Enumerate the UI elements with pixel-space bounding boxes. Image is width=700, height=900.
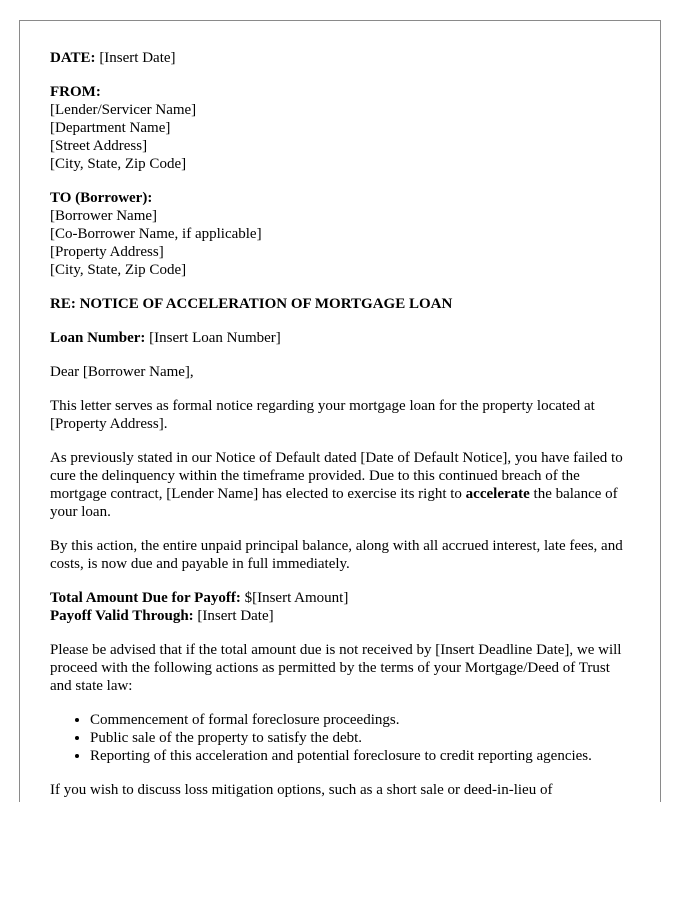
date-label: DATE:	[50, 50, 96, 66]
list-item: • Reporting of this acceleration and potential foreclosure to credit reporting agencies.	[90, 747, 635, 765]
date-value: [Insert Date]	[95, 50, 176, 66]
to-block	[50, 189, 635, 279]
from-line: [Street Address]	[50, 138, 148, 154]
actions-list	[50, 711, 635, 765]
paragraph-deadline: Please be advised that if the total amount due is not received by [Insert Deadline Date], we will proceed with the following actions as permitted by the terms of your Mortgage/Deed of Trust and state law:	[50, 642, 622, 694]
from-line: [Lender/Servicer Name]	[50, 102, 197, 118]
subject-text: RE: NOTICE OF ACCELERATION OF MORTGAGE LOAN	[50, 296, 453, 312]
paragraph-notice: This letter serves as formal notice regarding your mortgage loan for the property located at [Property Address].	[50, 398, 595, 432]
letter-content	[50, 49, 635, 802]
payoff-block	[50, 589, 635, 625]
loan-number-value: [Insert Loan Number]	[145, 330, 281, 346]
to-line: [Borrower Name]	[50, 208, 158, 224]
paragraph-default	[50, 449, 635, 521]
from-label: FROM:	[50, 84, 101, 100]
payoff-amount-line	[50, 589, 635, 607]
paragraph-loss-mitigation: If you wish to discuss loss mitigation options, such as a short sale or deed-in-lieu of	[50, 782, 553, 798]
payoff-amount-value: $[Insert Amount]	[240, 590, 349, 606]
date-line	[50, 49, 635, 67]
from-block	[50, 83, 635, 173]
from-line: [Department Name]	[50, 120, 171, 136]
paragraph-default-end: the balance of your loan.	[50, 486, 618, 520]
loan-number-line	[50, 329, 635, 347]
payoff-valid-label: Payoff Valid Through:	[50, 608, 194, 624]
to-line: [City, State, Zip Code]	[50, 262, 187, 278]
to-label: TO (Borrower):	[50, 190, 153, 206]
to-line: [Co-Borrower Name, if applicable]	[50, 226, 262, 242]
list-item: • Public sale of the property to satisfy the debt.	[90, 729, 635, 747]
paragraph-default-text: As previously stated in our Notice of Default dated [Date of Default Notice], you have failed to cure the delinquency within the timeframe provided. Due to this continued breach of the mortgage contract, [Lender Name] has elected to exercise its right to	[50, 450, 623, 502]
list-item: • Commencement of formal foreclosure proceedings.	[90, 711, 635, 729]
to-line: [Property Address]	[50, 244, 164, 260]
payoff-valid-value: [Insert Date]	[193, 608, 274, 624]
subject-line	[50, 295, 635, 313]
payoff-amount-label: Total Amount Due for Payoff:	[50, 590, 241, 606]
accelerate-emphasis: accelerate	[465, 486, 530, 502]
salutation: Dear [Borrower Name],	[50, 364, 194, 380]
paragraph-balance: By this action, the entire unpaid principal balance, along with all accrued interest, late fees, and costs, is now due and payable in full immediately.	[50, 538, 623, 572]
from-line: [City, State, Zip Code]	[50, 156, 187, 172]
loan-number-label: Loan Number:	[50, 330, 146, 346]
payoff-valid-line	[50, 607, 635, 625]
letter-page	[19, 20, 661, 802]
